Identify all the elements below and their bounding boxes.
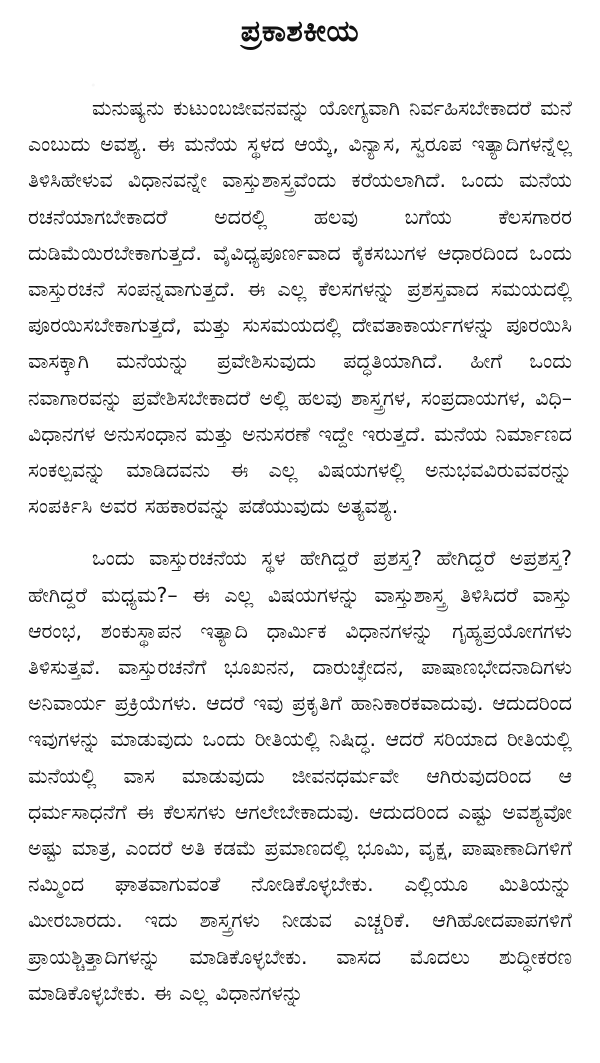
paragraph-text: ಮನುಷ್ಯನು ಕುಟುಂಬಜೀವನವನ್ನು ಯೋಗ್ಯವಾಗಿ ನಿರ್ವಹಿಸಬೇಕಾದರೆ ಮನೆ ಎಂಬುದು ಅವಶ್ಯ. ಈ ಮನೆಯ ಸ್ಥಳದ ಆಯ್ಕೆ, ವಿನ್ಯಾಸ, ಸ್ವರೂಪ ಇತ್ಯಾದಿಗಳನ್ನೆಲ್ಲ ತಿಳಿಸಿಹೇಳುವ ವಿಧಾನವನ್ನೇ ವಾಸ್ತುಶಾಸ್ತ್ರವೆಂದು ಕರೆಯಲಾಗಿದೆ. ಒಂದು ಮನೆಯ ರಚನೆಯಾಗಬೇಕಾದರೆ ಅದರಲ್ಲಿ ಹಲವು ಬಗೆಯ ಕೆಲಸಗಾರರ ದುಡಿಮೆಯಿರಬೇಕಾಗುತ್ತದೆ. ವೈವಿಧ್ಯಪೂರ್ಣವಾದ ಕೈಕಸಬುಗಳ ಆಧಾರದಿಂದ ಒಂದು ವಾಸ್ತುರಚನೆ ಸಂಪನ್ನವಾಗುತ್ತದೆ. ಈ ಎಲ್ಲ ಕೆಲಸಗಳನ್ನು ಪ್ರಶಸ್ತವಾದ ಸಮಯದಲ್ಲಿ ಪೂರಯಿಸಬೇಕಾಗುತ್ತದೆ, ಮತ್ತು ಸುಸಮಯದಲ್ಲಿ ದೇವತಾಕಾರ್ಯಗಳನ್ನು ಪೂರಯಿಸಿ ವಾಸಕ್ಕಾಗಿ ಮನೆಯನ್ನು ಪ್ರವೇಶಿಸುವುದು ಪದ್ಧತಿಯಾಗಿದೆ. ಹೀಗೆ ಒಂದು ನವಾಗಾರವನ್ನು ಪ್ರವೇಶಿಸಬೇಕಾದರೆ ಅಲ್ಲಿ ಹಲವು ಶಾಸ್ತ್ರಗಳ, ಸಂಪ್ರದಾಯಗಳ, ವಿಧಿ–ವಿಧಾನಗಳ ಅನುಸಂಧಾನ ಮತ್ತು ಅನುಸರಣೆ ಇದ್ದೇ ಇರುತ್ತದೆ. ಮನೆಯ ನಿರ್ಮಾಣದ ಸಂಕಲ್ಪವನ್ನು ಮಾಡಿದವನು ಈ ಎಲ್ಲ ವಿಷಯಗಳಲ್ಲಿ ಅನುಭವವಿರುವವರನ್ನು ಸಂಪರ್ಕಿಸಿ ಅವರ ಸಹಕಾರವನ್ನು ಪಡೆಯುವುದು ಅತ್ಯವಶ್ಯ. bbox=[28, 96, 572, 519]
document-page bbox=[28, 0, 572, 1063]
paragraph-text: ಒಂದು ವಾಸ್ತುರಚನೆಯ ಸ್ಥಳ ಹೇಗಿದ್ದರೆ ಪ್ರಶಸ್ತ? ಹೇಗಿದ್ದರೆ ಅಪ್ರಶಸ್ತ? ಹೇಗಿದ್ದರೆ ಮಧ್ಯಮ?– ಈ ಎಲ್ಲ ವಿಷಯಗಳನ್ನು ವಾಸ್ತುಶಾಸ್ತ್ರ ತಿಳಿಸಿದರೆ ವಾಸ್ತು ಆರಂಭ, ಶಂಕುಸ್ಥಾಪನ ಇತ್ಯಾದಿ ಧಾರ್ಮಿಕ ವಿಧಾನಗಳನ್ನು ಗೃಹ್ಯಪ್ರಯೋಗಗಳು ತಿಳಿಸುತ್ತವೆ. ವಾಸ್ತುರಚನೆಗೆ ಭೂಖನನ, ದಾರುಚ್ಛೇದನ, ಪಾಷಾಣಭೇದನಾದಿಗಳು ಅನಿವಾರ್ಯ ಪ್ರಕ್ರಿಯೆಗಳು. ಆದರೆ ಇವು ಪ್ರಕೃತಿಗೆ ಹಾನಿಕಾರಕವಾದುವು. ಆದುದರಿಂದ ಇವುಗಳನ್ನು ಮಾಡುವುದು ಒಂದು ರೀತಿಯಲ್ಲಿ ನಿಷಿದ್ಧ. ಆದರೆ ಸರಿಯಾದ ರೀತಿಯಲ್ಲಿ ಮನೆಯಲ್ಲಿ ವಾಸ ಮಾಡುವುದು ಜೀವನಧರ್ಮವೇ ಆಗಿರುವುದರಿಂದ ಆ ಧರ್ಮಸಾಧನೆಗೆ ಈ ಕೆಲಸಗಳು ಆಗಲೇಬೇಕಾದುವು. ಆದುದರಿಂದ ಎಷ್ಟು ಅವಶ್ಯವೋ ಅಷ್ಟು ಮಾತ್ರ, ಎಂದರೆ ಅತಿ ಕಡಮೆ ಪ್ರಮಾಣದಲ್ಲಿ ಭೂಮಿ, ವೃಕ್ಷ, ಪಾಷಾಣಾದಿಗಳಿಗೆ ನಮ್ಮಿಂದ ಘಾತವಾಗುವಂತೆ ನೋಡಿಕೊಳ್ಳಬೇಕು. ಎಲ್ಲಿಯೂ ಮಿತಿಯನ್ನು ಮೀರಬಾರದು. ಇದು ಶಾಸ್ತ್ರಗಳು ನೀಡುವ ಎಚ್ಚರಿಕೆ. ಆಗಿಹೋದಪಾಪಗಳಿಗೆ ಪ್ರಾಯಶ್ಚಿತ್ತಾದಿಗಳನ್ನು ಮಾಡಿಕೊಳ್ಳಬೇಕು. ವಾಸದ ಮೊದಲು ಶುದ್ಧೀಕರಣ ಮಾಡಿಕೊಳ್ಳಬೇಕು. ಈ ಎಲ್ಲ ವಿಧಾನಗಳನ್ನು bbox=[28, 546, 572, 1005]
body-text bbox=[28, 90, 572, 1011]
page-title: ಪ್ರಕಾಶಕೀಯ bbox=[240, 14, 360, 49]
paragraph-2 bbox=[28, 540, 572, 1011]
paragraph-1 bbox=[28, 90, 572, 524]
